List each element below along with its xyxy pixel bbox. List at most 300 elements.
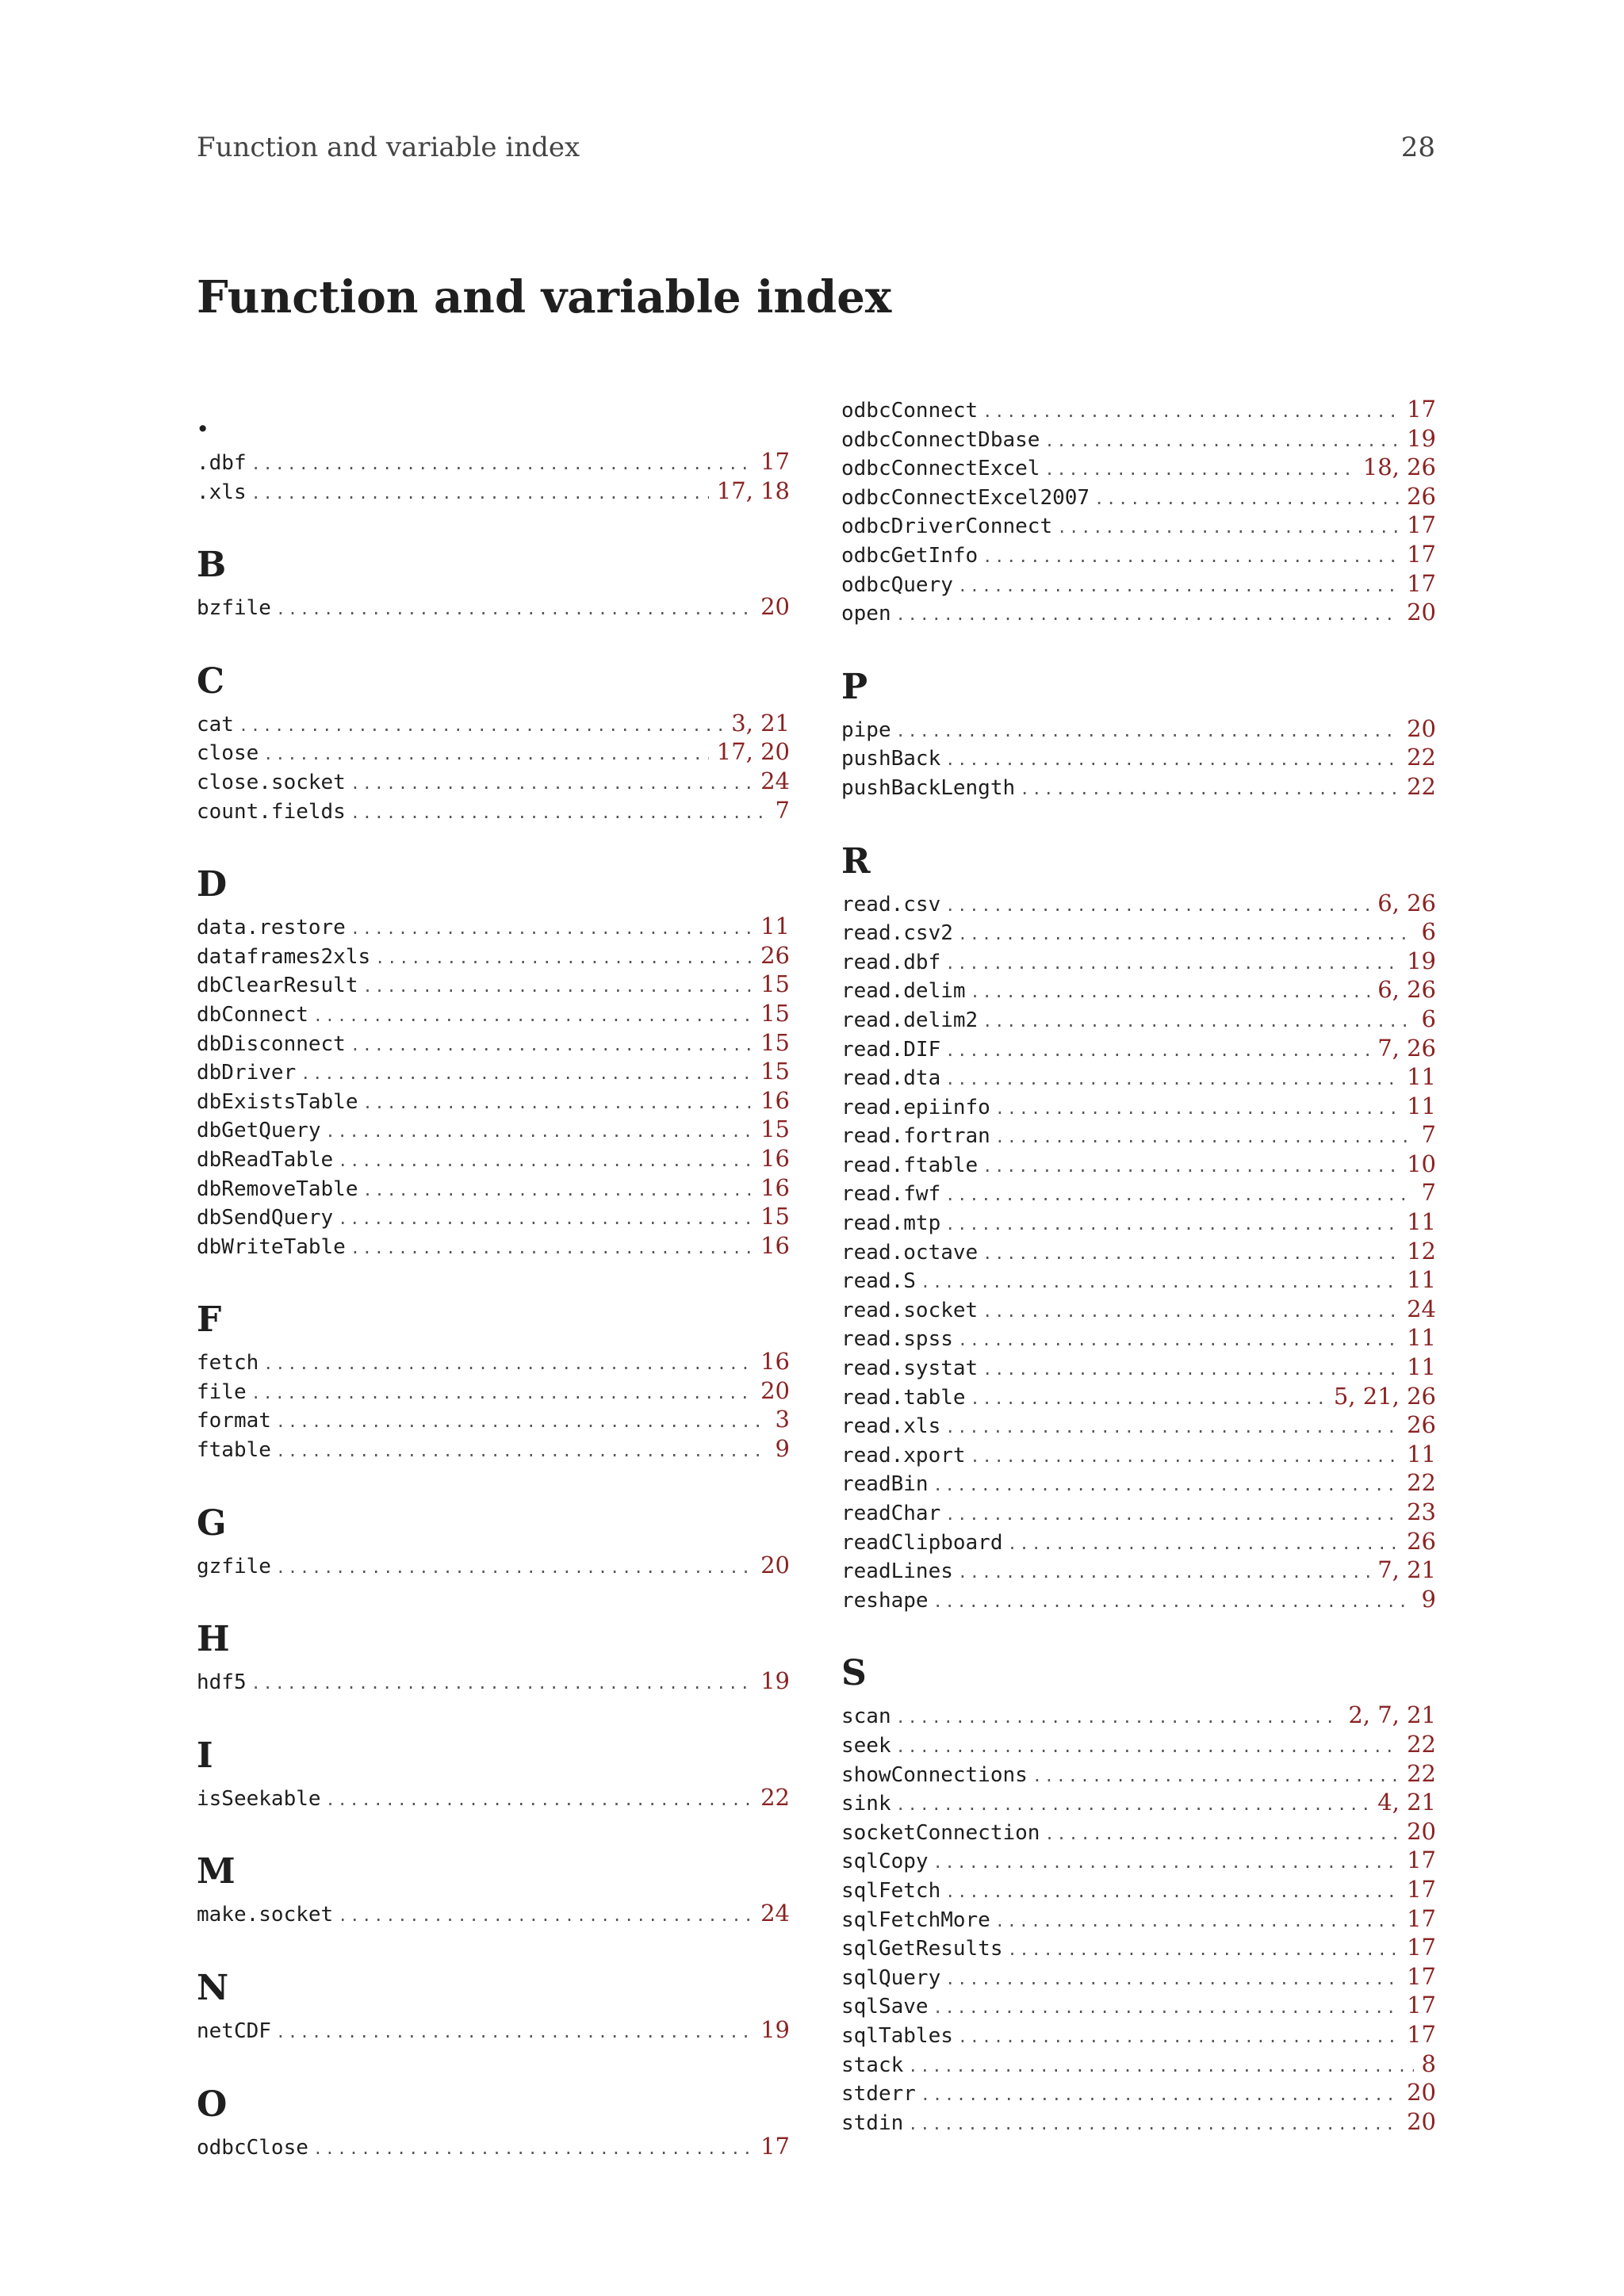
- index-entry: [841, 482, 1436, 511]
- entry-name: open: [841, 602, 891, 626]
- index-entry: [197, 1202, 790, 1231]
- index-group: [197, 541, 790, 622]
- index-entry: [841, 772, 1436, 802]
- dot-leader: [239, 711, 723, 740]
- index-letter-heading: I: [197, 1735, 213, 1776]
- entry-page-refs[interactable]: 17: [1407, 1846, 1436, 1874]
- index-entry: [841, 1207, 1436, 1237]
- entry-name: odbcQuery: [841, 572, 953, 597]
- entry-name: read.delim: [841, 979, 966, 1004]
- index-entry: [841, 511, 1436, 540]
- dot-leader: [945, 1065, 1399, 1094]
- dot-leader: [982, 1007, 1413, 1036]
- entry-page-refs[interactable]: 15: [760, 1028, 790, 1056]
- entry-page-refs[interactable]: 22: [1407, 1469, 1436, 1497]
- entry-name: read.octave: [841, 1240, 979, 1265]
- index-entry: [197, 476, 790, 506]
- entry-name: dbReadTable: [197, 1147, 334, 1172]
- index-entry: [841, 1120, 1436, 1150]
- running-head: [197, 132, 1435, 168]
- entry-name: stdin: [841, 2110, 904, 2135]
- entry-page-refs[interactable]: 11: [1407, 1324, 1436, 1352]
- index-entry: [197, 2015, 790, 2045]
- entry-page-refs[interactable]: 17: [1407, 396, 1436, 423]
- index-entry: [197, 1376, 790, 1406]
- dot-leader: [350, 914, 753, 943]
- entry-page-refs[interactable]: 26: [1407, 1411, 1436, 1439]
- entry-page-refs[interactable]: 20: [1407, 1817, 1436, 1845]
- entry-page-refs[interactable]: 23: [1407, 1498, 1436, 1525]
- entry-name: odbcDriverConnect: [841, 515, 1053, 539]
- index-entry: [841, 1410, 1436, 1440]
- entry-page-refs[interactable]: 15: [760, 999, 790, 1027]
- index-entry: [197, 1347, 790, 1376]
- dot-leader: [896, 1732, 1399, 1762]
- index-entry: [841, 1468, 1436, 1498]
- dot-leader: [251, 1379, 753, 1408]
- dot-leader: [971, 1442, 1400, 1471]
- entry-name: format: [197, 1409, 271, 1433]
- index-entry: [841, 1382, 1436, 1411]
- index-entry: [197, 1086, 790, 1115]
- index-entry: [841, 1556, 1436, 1585]
- index-entry: [841, 1498, 1436, 1527]
- entry-page-refs[interactable]: 11: [1407, 1353, 1436, 1381]
- dot-leader: [896, 717, 1399, 746]
- entry-name: reshape: [841, 1588, 929, 1613]
- dot-leader: [276, 1553, 753, 1582]
- entry-page-refs[interactable]: 22: [1407, 1759, 1436, 1787]
- index-group: [197, 1965, 790, 2045]
- dot-leader: [350, 1234, 753, 1263]
- index-entry: [841, 598, 1436, 627]
- index-entry: [197, 1144, 790, 1173]
- entry-page-refs[interactable]: 15: [760, 1203, 790, 1230]
- entry-name: odbcClose: [197, 2135, 308, 2160]
- entry-name: read.xls: [841, 1414, 941, 1439]
- index-entry: [841, 1178, 1436, 1207]
- entry-page-refs[interactable]: 16: [760, 1173, 790, 1201]
- entry-name: odbcConnectDbase: [841, 427, 1040, 452]
- entry-page-refs[interactable]: 7, 21: [1377, 1556, 1436, 1584]
- entry-page-refs[interactable]: 8: [1421, 2049, 1436, 2077]
- entry-name: read.dbf: [841, 950, 941, 974]
- entry-name: read.mtp: [841, 1211, 941, 1236]
- dot-leader: [958, 920, 1414, 949]
- entry-page-refs[interactable]: 17, 18: [716, 476, 790, 504]
- dot-leader: [350, 1031, 753, 1060]
- entry-name: pipe: [841, 718, 891, 742]
- entry-name: read.csv2: [841, 921, 953, 946]
- page-number: 28: [1400, 132, 1435, 163]
- entry-page-refs[interactable]: 15: [760, 1058, 790, 1085]
- entry-page-refs[interactable]: 6, 26: [1377, 889, 1436, 916]
- dot-leader: [363, 972, 753, 1001]
- entry-page-refs[interactable]: 9: [1421, 1585, 1436, 1613]
- dot-leader: [945, 745, 1399, 775]
- entry-name: odbcGetInfo: [841, 543, 979, 568]
- dot-leader: [251, 479, 709, 508]
- index-group: [841, 838, 1436, 1614]
- index-entry: [841, 1034, 1436, 1063]
- dot-leader: [958, 572, 1399, 601]
- dot-leader: [326, 1785, 753, 1815]
- entry-page-refs[interactable]: 11: [1407, 1063, 1436, 1091]
- index-entry: [841, 1295, 1436, 1324]
- entry-name: read.DIF: [841, 1037, 941, 1062]
- index-entry: [841, 2020, 1436, 2049]
- entry-page-refs[interactable]: 6: [1421, 918, 1436, 946]
- entry-name: dbConnect: [197, 1002, 308, 1027]
- entry-name: sqlCopy: [841, 1850, 929, 1874]
- entry-name: dbSendQuery: [197, 1206, 334, 1230]
- dot-leader: [1008, 1935, 1400, 1965]
- index-entry: [197, 999, 790, 1028]
- dot-leader: [958, 2022, 1399, 2052]
- entry-page-refs[interactable]: 10: [1407, 1150, 1436, 1177]
- entry-page-refs[interactable]: 20: [1407, 599, 1436, 626]
- dot-leader: [251, 1669, 753, 1698]
- entry-name: sqlSave: [841, 1995, 929, 2019]
- index-entry: [197, 1057, 790, 1086]
- dot-leader: [1057, 513, 1399, 542]
- dot-leader: [1044, 455, 1354, 484]
- index-group: [197, 2081, 790, 2161]
- entry-name: read.dta: [841, 1066, 941, 1091]
- entry-page-refs[interactable]: 17: [1407, 569, 1436, 597]
- index-entry: [197, 1667, 790, 1696]
- entry-page-refs[interactable]: 18, 26: [1362, 453, 1436, 481]
- index-entry: [841, 1759, 1436, 1789]
- entry-page-refs[interactable]: 7: [1421, 1121, 1436, 1149]
- dot-leader: [313, 1001, 753, 1031]
- page-title: Function and variable index: [197, 271, 892, 323]
- index-entry: [197, 912, 790, 941]
- index-entry: [841, 1062, 1436, 1092]
- entry-page-refs[interactable]: 11: [1407, 1266, 1436, 1294]
- entry-name: read.table: [841, 1385, 966, 1410]
- entry-name: read.socket: [841, 1298, 979, 1322]
- dot-leader: [933, 1471, 1400, 1500]
- entry-page-refs[interactable]: 22: [1407, 1730, 1436, 1758]
- entry-page-refs[interactable]: 20: [760, 593, 790, 621]
- dot-leader: [263, 1349, 753, 1379]
- index-group: [197, 396, 790, 505]
- entry-name: scan: [841, 1705, 891, 1729]
- dot-leader: [276, 595, 753, 624]
- dot-leader: [363, 1089, 753, 1118]
- index-entry: [841, 1962, 1436, 1992]
- entry-page-refs[interactable]: 17, 20: [716, 738, 790, 766]
- entry-page-refs[interactable]: 19: [1407, 947, 1436, 974]
- index-entry: [841, 395, 1436, 424]
- dot-leader: [945, 1965, 1399, 1994]
- entry-page-refs[interactable]: 5, 21, 26: [1333, 1382, 1436, 1410]
- entry-page-refs[interactable]: 24: [760, 1900, 790, 1927]
- dot-leader: [350, 769, 753, 798]
- entry-name: dbExistsTable: [197, 1089, 358, 1114]
- index-entry: [197, 592, 790, 622]
- entry-name: stack: [841, 2053, 904, 2077]
- dot-leader: [945, 1210, 1399, 1239]
- index-entry: [197, 1899, 790, 1928]
- entry-page-refs[interactable]: 11: [760, 913, 790, 940]
- entry-name: readLines: [841, 1559, 953, 1584]
- entry-page-refs[interactable]: 3: [775, 1406, 790, 1433]
- entry-page-refs[interactable]: 26: [1407, 482, 1436, 510]
- index-entry: [197, 796, 790, 825]
- index-letter-heading: M: [197, 1851, 236, 1892]
- index-entry: [841, 1092, 1436, 1121]
- entry-name: stderr: [841, 2082, 916, 2107]
- index-entry: [841, 917, 1436, 947]
- dot-leader: [1094, 484, 1399, 514]
- index-entry: [841, 2078, 1436, 2107]
- entry-page-refs[interactable]: 20: [1407, 714, 1436, 742]
- dot-leader: [1008, 1529, 1400, 1559]
- dot-leader: [338, 1146, 753, 1176]
- index-entry: [841, 1817, 1436, 1846]
- index-entry: [841, 975, 1436, 1004]
- index-entry: [841, 1353, 1436, 1382]
- entry-page-refs[interactable]: 2, 7, 21: [1348, 1701, 1436, 1729]
- dot-leader: [251, 450, 753, 479]
- index-entry: [841, 1991, 1436, 2020]
- entry-page-refs[interactable]: 22: [760, 1783, 790, 1811]
- entry-page-refs[interactable]: 17: [1407, 1875, 1436, 1903]
- dot-leader: [921, 1268, 1399, 1297]
- entry-name: read.csv: [841, 892, 941, 916]
- entry-page-refs[interactable]: 20: [1407, 2079, 1436, 2107]
- running-head-title: Function and variable index: [197, 132, 580, 163]
- entry-page-refs[interactable]: 19: [760, 2016, 790, 2044]
- dot-leader: [896, 1703, 1341, 1732]
- dot-leader: [958, 1326, 1399, 1355]
- dot-leader: [945, 1036, 1369, 1066]
- entry-page-refs[interactable]: 19: [1407, 424, 1436, 452]
- entry-page-refs[interactable]: 16: [760, 1231, 790, 1259]
- entry-page-refs[interactable]: 17: [760, 2132, 790, 2160]
- entry-name: dbClearResult: [197, 974, 358, 998]
- index-entry: [841, 1265, 1436, 1295]
- entry-name: close: [197, 741, 259, 766]
- dot-leader: [338, 1901, 753, 1931]
- index-entry: [841, 2107, 1436, 2137]
- entry-name: sqlFetchMore: [841, 1908, 990, 1932]
- entry-page-refs[interactable]: 16: [760, 1086, 790, 1114]
- entry-name: read.fortran: [841, 1124, 990, 1149]
- entry-page-refs[interactable]: 7: [775, 796, 790, 824]
- entry-page-refs[interactable]: 22: [1407, 744, 1436, 771]
- entry-page-refs[interactable]: 11: [1407, 1440, 1436, 1468]
- index-entry: [197, 2132, 790, 2161]
- dot-leader: [1032, 1762, 1399, 1791]
- entry-page-refs[interactable]: 19: [760, 1667, 790, 1695]
- index-entry: [841, 1585, 1436, 1614]
- entry-page-refs[interactable]: 7: [1421, 1179, 1436, 1207]
- entry-page-refs[interactable]: 3, 21: [731, 709, 790, 737]
- dot-leader: [338, 1204, 753, 1234]
- index-entry: [197, 1173, 790, 1203]
- index-letter-heading: .: [197, 400, 209, 440]
- index-entry: [841, 1788, 1436, 1817]
- dot-leader: [921, 2080, 1399, 2110]
- entry-name: read.fwf: [841, 1182, 941, 1207]
- index-entry: [841, 453, 1436, 482]
- entry-page-refs[interactable]: 26: [760, 941, 790, 969]
- dot-leader: [971, 1384, 1326, 1414]
- index-group: [197, 1732, 790, 1812]
- dot-leader: [896, 600, 1399, 629]
- entry-name: read.S: [841, 1269, 916, 1294]
- dot-leader: [276, 2018, 753, 2047]
- entry-page-refs[interactable]: 17: [1407, 540, 1436, 568]
- entry-name: read.ftable: [841, 1153, 979, 1177]
- entry-page-refs[interactable]: 20: [760, 1551, 790, 1578]
- entry-name: dbWriteTable: [197, 1234, 346, 1259]
- entry-page-refs[interactable]: 17: [1407, 2020, 1436, 2048]
- entry-name: readChar: [841, 1502, 941, 1525]
- entry-page-refs[interactable]: 11: [1407, 1208, 1436, 1236]
- index-group: [197, 1500, 790, 1580]
- dot-leader: [276, 1407, 768, 1437]
- dot-leader: [363, 1176, 753, 1205]
- entry-name: file: [197, 1380, 247, 1404]
- dot-leader: [945, 1413, 1399, 1442]
- entry-name: .dbf: [197, 451, 247, 475]
- dot-leader: [375, 943, 753, 973]
- dot-leader: [982, 1355, 1399, 1384]
- dot-leader: [982, 1239, 1399, 1269]
- entry-page-refs[interactable]: 20: [760, 1376, 790, 1404]
- dot-leader: [1044, 1820, 1399, 1849]
- index-entry: [841, 1237, 1436, 1266]
- index-entry: [197, 767, 790, 796]
- dot-leader: [896, 1790, 1370, 1820]
- entry-name: bzfile: [197, 596, 271, 621]
- index-entry: [197, 1551, 790, 1580]
- entry-page-refs[interactable]: 6, 26: [1377, 976, 1436, 1004]
- dot-leader: [945, 1500, 1399, 1529]
- entry-page-refs[interactable]: 17: [1407, 1992, 1436, 2019]
- dot-leader: [263, 740, 708, 769]
- index-entry: [841, 743, 1436, 772]
- dot-leader: [1044, 427, 1399, 456]
- dot-leader: [933, 1848, 1400, 1877]
- entry-name: isSeekable: [197, 1786, 321, 1811]
- entry-name: sqlQuery: [841, 1965, 941, 1990]
- dot-leader: [945, 949, 1399, 978]
- entry-page-refs[interactable]: 22: [1407, 772, 1436, 800]
- index-letter-heading: H: [197, 1619, 230, 1660]
- entry-page-refs[interactable]: 24: [760, 767, 790, 794]
- entry-page-refs[interactable]: 20: [1407, 2107, 1436, 2135]
- entry-page-refs[interactable]: 16: [760, 1144, 790, 1172]
- entry-name: dbGetQuery: [197, 1119, 321, 1143]
- index-entry: [841, 714, 1436, 744]
- index-group: [197, 658, 790, 825]
- entry-page-refs[interactable]: 17: [1407, 511, 1436, 539]
- index-group: [197, 1848, 790, 1928]
- entry-page-refs[interactable]: 26: [1407, 1527, 1436, 1555]
- entry-page-refs[interactable]: 12: [1407, 1237, 1436, 1265]
- index-entry: [841, 540, 1436, 569]
- dot-leader: [995, 1094, 1399, 1123]
- index-entry: [197, 1405, 790, 1434]
- entry-name: gzfile: [197, 1554, 271, 1578]
- index-entry: [841, 889, 1436, 918]
- entry-name: pushBackLength: [841, 775, 1016, 800]
- index-entry: [841, 1933, 1436, 1962]
- entry-page-refs[interactable]: 6: [1421, 1004, 1436, 1032]
- index-entry: [841, 1846, 1436, 1875]
- entry-name: data.restore: [197, 916, 346, 940]
- entry-name: cat: [197, 712, 234, 737]
- entry-page-refs[interactable]: 4, 21: [1377, 1789, 1436, 1816]
- entry-page-refs[interactable]: 15: [760, 1115, 790, 1143]
- entry-page-refs[interactable]: 17: [1407, 1962, 1436, 1990]
- index-letter-heading: N: [197, 1968, 229, 2009]
- index-letter-heading: O: [197, 2084, 228, 2125]
- entry-page-refs[interactable]: 17: [760, 448, 790, 475]
- entry-name: dbDriver: [197, 1061, 297, 1085]
- entry-name: dataframes2xls: [197, 944, 371, 969]
- dot-leader: [995, 1123, 1414, 1152]
- index-entry: [841, 1150, 1436, 1179]
- dot-leader: [908, 2052, 1413, 2081]
- index-group: [197, 861, 790, 1260]
- entry-name: showConnections: [841, 1762, 1028, 1787]
- entry-page-refs[interactable]: 7, 26: [1377, 1034, 1436, 1062]
- entry-name: sqlTables: [841, 2023, 953, 2048]
- index-entry: [197, 1783, 790, 1812]
- entry-page-refs[interactable]: 24: [1407, 1295, 1436, 1322]
- entry-name: sink: [841, 1792, 891, 1816]
- index-letter-heading: P: [841, 666, 868, 707]
- index-entry: [197, 1115, 790, 1144]
- entry-name: odbcConnectExcel: [841, 457, 1040, 481]
- entry-page-refs[interactable]: 16: [760, 1348, 790, 1376]
- dot-leader: [982, 1297, 1399, 1326]
- index-entry: [197, 1434, 790, 1464]
- entry-page-refs[interactable]: 9: [775, 1435, 790, 1463]
- entry-name: count.fields: [197, 799, 346, 824]
- index-group: [197, 1296, 790, 1463]
- dot-leader: [945, 891, 1369, 920]
- entry-name: make.socket: [197, 1903, 334, 1927]
- entry-page-refs[interactable]: 17: [1407, 1934, 1436, 1961]
- entry-name: odbcConnectExcel2007: [841, 485, 1090, 510]
- entry-name: odbcConnect: [841, 399, 979, 423]
- index-letter-heading: G: [197, 1502, 227, 1544]
- index-entry: [841, 424, 1436, 453]
- dot-leader: [301, 1059, 753, 1089]
- dot-leader: [945, 1877, 1399, 1907]
- entry-name: read.systat: [841, 1357, 979, 1381]
- entry-name: read.delim2: [841, 1008, 979, 1032]
- dot-leader: [945, 1181, 1413, 1210]
- entry-page-refs[interactable]: 17: [1407, 1904, 1436, 1932]
- entry-page-refs[interactable]: 15: [760, 970, 790, 998]
- entry-page-refs[interactable]: 11: [1407, 1092, 1436, 1119]
- index-letter-heading: C: [197, 660, 225, 702]
- index-entry: [841, 2049, 1436, 2079]
- dot-leader: [982, 542, 1399, 572]
- entry-name: hdf5: [197, 1670, 247, 1695]
- entry-name: read.xport: [841, 1443, 966, 1468]
- dot-leader: [276, 1437, 768, 1466]
- dot-leader: [350, 798, 768, 828]
